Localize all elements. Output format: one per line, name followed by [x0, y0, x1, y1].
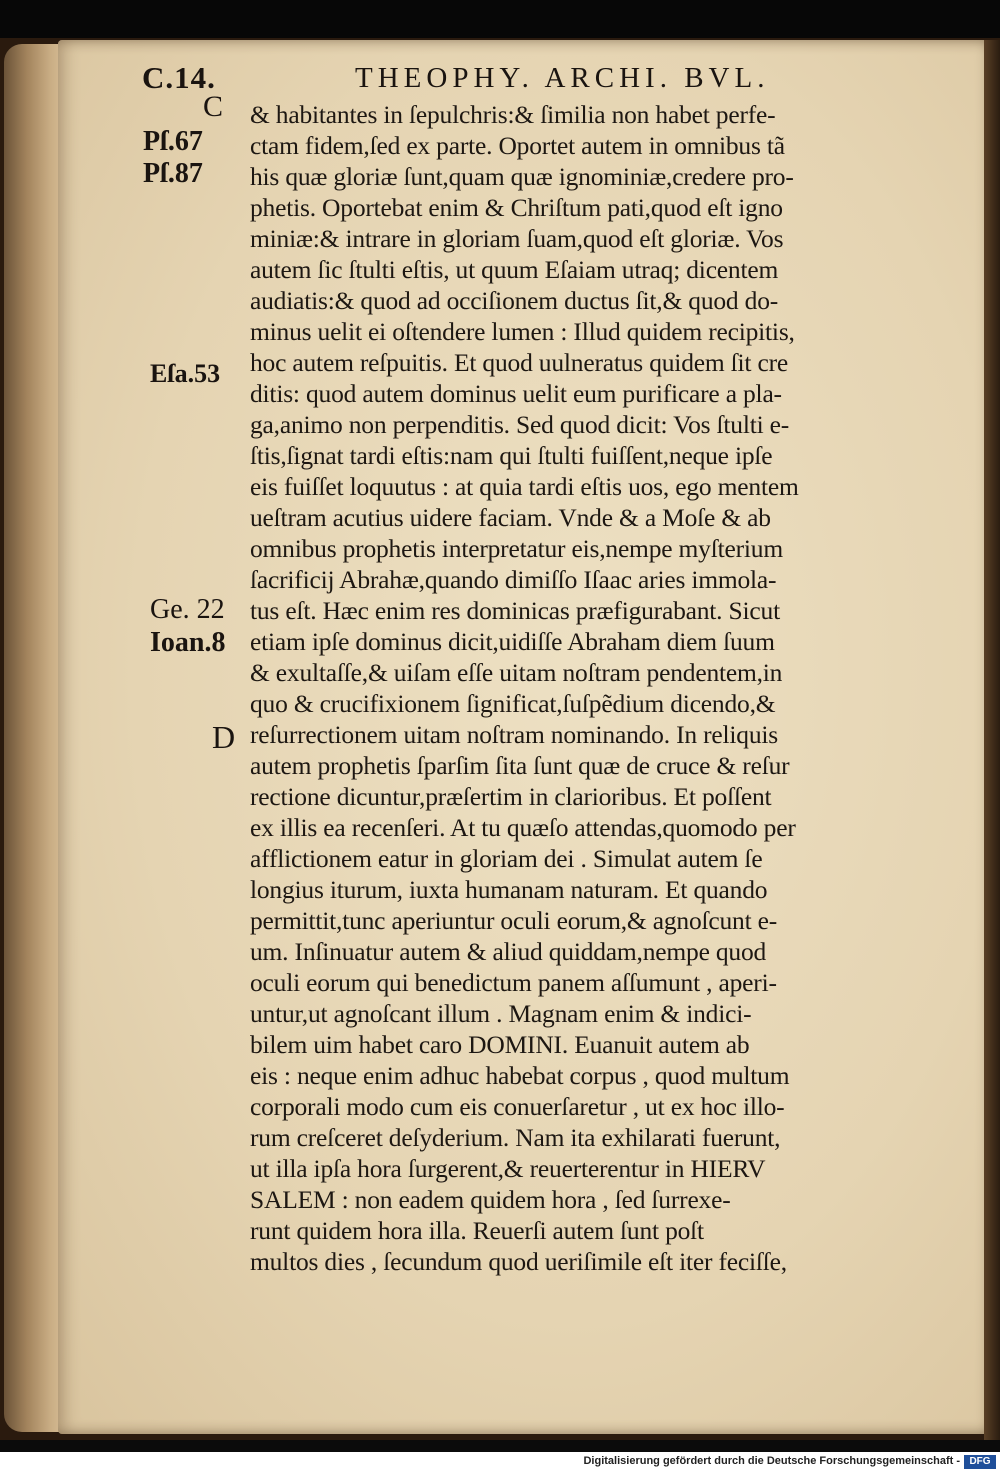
text-line: corporali modo cum eis conuerſaretur , ut ex hoc illo- — [250, 1092, 785, 1121]
margin-note-ioan8: Ioan.8 — [150, 627, 226, 658]
margin-note-ge22: Ge. 22 — [150, 594, 225, 625]
text-line: rum creſceret deſyderium. Nam ita exhilarati fuerunt, — [250, 1123, 781, 1152]
text-line: um. Inſinuatur autem & aliud quiddam,nempe quod — [250, 937, 767, 966]
text-line: SALEM : non eadem quidem hora , ſed ſurrexe- — [250, 1185, 731, 1214]
text-line: hoc autem reſpuitis. Et quod uulneratus quidem ſit cre — [250, 348, 789, 377]
text-line: quo & crucifixionem ſignificat,ſuſpẽdium dicendo,& — [250, 689, 776, 718]
text-line: bilem uim habet caro DOMINI. Euanuit autem ab — [250, 1030, 750, 1059]
text-line: eis : neque enim adhuc habebat corpus , quod multum — [250, 1061, 790, 1090]
text-line: untur,ut agnoſcant illum . Magnam enim & indici- — [250, 999, 752, 1028]
margin-note-section-d: D — [212, 719, 236, 755]
text-line: ctam fidem,ſed ex parte. Oportet autem in omnibus tã — [250, 131, 785, 160]
text-line: omnibus prophetis interpretatur eis,nempe myſterium — [250, 534, 783, 563]
text-line: miniæ:& intrare in gloriam ſuam,quod eſt gloriæ. Vos — [250, 224, 784, 253]
text-line: permittit,tunc aperiuntur oculi eorum,& agnoſcunt e- — [250, 906, 778, 935]
text-line: reſurrectionem uitam noſtram nominando. In reliquis — [250, 720, 778, 749]
text-line: & habitantes in ſepulchris:& ſimilia non habet perfe- — [250, 100, 776, 129]
text-line: tus eſt. Hæc enim res dominicas præfigurabant. Sicut — [250, 596, 780, 625]
text-line: autem ſic ſtulti eſtis, ut quum Eſaiam utraq; dicentem — [250, 255, 779, 284]
text-line: multos dies , ſecundum quod ueriſimile eſt iter feciſſe, — [250, 1247, 787, 1276]
text-line: longius iturum, iuxta humanam naturam. Et quando — [250, 875, 768, 904]
text-line: rectione dicuntur,præſertim in clarioribus. Et poſſent — [250, 782, 772, 811]
chapter-mark: C.14. — [142, 60, 216, 95]
footer-credit: Digitalisierung gefördert durch die Deutsche Forschungsgemeinschaft - — [583, 1455, 960, 1467]
margin-note-ps87: Pſ.87 — [143, 158, 203, 189]
text-line: etiam ipſe dominus dicit,uidiſſe Abraham diem ſuum — [250, 627, 775, 656]
text-line: ditis: quod autem dominus uelit eum purificare a pla- — [250, 379, 782, 408]
text-line: ex illis ea recenſeri. At tu quæſo attendas,quomodo per — [250, 813, 796, 842]
text-line: eis fuiſſet loquutus : at quia tardi eſtis uos, ego mentem — [250, 472, 799, 501]
text-line: his quæ gloriæ ſunt,quam quæ ignominiæ,credere pro- — [250, 162, 794, 191]
text-line: ſacrificij Abrahæ,quando dimiſſo Iſaac aries immola- — [250, 565, 777, 594]
text-line: autem prophetis ſparſim ſita ſunt quæ de cruce & reſur — [250, 751, 790, 780]
dfg-logo: DFG — [964, 1455, 996, 1469]
text-line: & exultaſſe,& uiſam eſſe uitam noſtram pendentem,in — [250, 658, 783, 687]
running-head: THEOPHY. ARCHI. BVL. — [355, 62, 770, 94]
margin-note-section-c: C — [203, 90, 224, 123]
text-line: minus uelit ei oſtendere lumen : Illud quidem recipitis, — [250, 317, 795, 346]
margin-note-ps67: Pſ.67 — [143, 126, 203, 157]
text-line: ut illa ipſa hora ſurgerent,& reuerterentur in HIERV — [250, 1154, 766, 1183]
text-line: ueſtram acutius uidere faciam. Vnde & a Moſe & ab — [250, 503, 771, 532]
text-line: runt quidem hora illa. Reuerſi autem ſunt poſt — [250, 1216, 704, 1245]
text-line: ga,animo non perpenditis. Sed quod dicit: Vos ſtulti e- — [250, 410, 790, 439]
text-line: oculi eorum qui benedictum panem aſſumunt , aperi- — [250, 968, 777, 997]
digitization-footer — [0, 1452, 1000, 1474]
margin-note-esa53: Eſa.53 — [150, 359, 221, 388]
body-text — [250, 99, 950, 1277]
text-line: ſtis,ſignat tardi eſtis:nam qui ſtulti fuiſſent,neque ipſe — [250, 441, 773, 470]
text-line: afflictionem eatur in gloriam dei . Simulat autem ſe — [250, 844, 763, 873]
right-binding — [984, 40, 1000, 1440]
text-line: phetis. Oportebat enim & Chriſtum pati,quod eſt igno — [250, 193, 783, 222]
text-line: audiatis:& quod ad occiſionem ductus ſit,& quod do- — [250, 286, 779, 315]
